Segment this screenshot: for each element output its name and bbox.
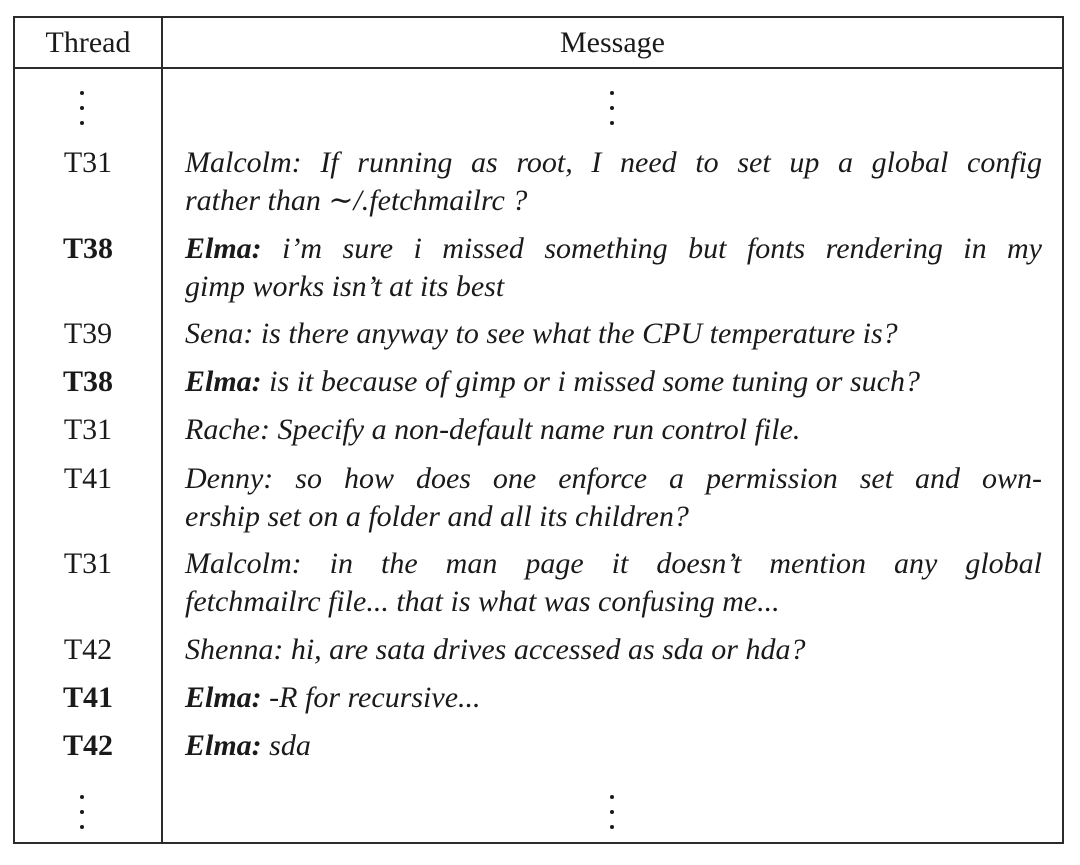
thread-message-table bbox=[13, 16, 1064, 844]
speaker-name: Malcolm: bbox=[185, 547, 302, 580]
thread-id: T38 bbox=[62, 365, 113, 398]
message-body: so how does one enforce a permission set and own- bbox=[295, 462, 1043, 495]
message-column-header: Message bbox=[560, 26, 665, 59]
thread-id: T31 bbox=[63, 547, 113, 580]
message-line: gimp works isn’t at its best bbox=[185, 270, 505, 303]
message-line: fetchmailrc file... that is what was confusing me... bbox=[185, 585, 780, 618]
speaker-name: Malcolm: bbox=[185, 146, 302, 179]
message-line bbox=[185, 315, 1042, 353]
speaker-name: Elma: bbox=[185, 232, 262, 265]
message-line bbox=[185, 679, 1042, 717]
thread-id: T41 bbox=[62, 681, 113, 714]
message-text bbox=[185, 411, 1042, 449]
speaker-name: Sena: bbox=[185, 317, 254, 350]
thread-ellipsis-top bbox=[77, 87, 87, 131]
message-ellipsis-bottom bbox=[607, 791, 617, 835]
message-line bbox=[185, 727, 1042, 765]
thread-id: T38 bbox=[62, 232, 113, 265]
speaker-name: Rache: bbox=[185, 413, 270, 446]
message-line bbox=[185, 631, 1042, 669]
thread-id: T42 bbox=[63, 633, 113, 666]
message-text bbox=[185, 363, 1042, 401]
message-text bbox=[185, 230, 1042, 306]
message-body: hi, are sata drives accessed as sda or hda? bbox=[290, 633, 806, 666]
message-body: -R for recursive... bbox=[269, 681, 481, 714]
message-text bbox=[185, 460, 1042, 536]
message-line: rather than ∼/.fetchmailrc ? bbox=[185, 184, 528, 217]
message-line bbox=[185, 144, 1042, 182]
message-text bbox=[185, 144, 1042, 220]
speaker-name: Elma: bbox=[185, 729, 262, 762]
message-line: ership set on a folder and all its children? bbox=[185, 500, 689, 533]
column-divider bbox=[161, 18, 163, 842]
thread-id: T31 bbox=[63, 413, 113, 446]
message-body: Specify a non-default name run control file. bbox=[277, 413, 801, 446]
message-line bbox=[185, 411, 1042, 449]
message-text bbox=[185, 631, 1042, 669]
speaker-name: Elma: bbox=[185, 365, 262, 398]
message-line bbox=[185, 545, 1042, 583]
header-divider bbox=[15, 67, 1062, 69]
message-text bbox=[185, 679, 1042, 717]
message-body: is there anyway to see what the CPU temperature is? bbox=[260, 317, 898, 350]
message-body: If running as root, I need to set up a global config bbox=[320, 146, 1043, 179]
message-body: i’m sure i missed something but fonts rendering in my bbox=[282, 232, 1042, 265]
message-text bbox=[185, 727, 1042, 765]
message-text bbox=[185, 545, 1042, 621]
message-ellipsis-top bbox=[607, 87, 617, 131]
message-body: sda bbox=[269, 729, 311, 762]
thread-id: T39 bbox=[63, 317, 113, 350]
message-body: is it because of gimp or i missed some tuning or such? bbox=[269, 365, 920, 398]
message-body: in the man page it doesn’t mention any global bbox=[329, 547, 1043, 580]
thread-id: T42 bbox=[62, 729, 113, 762]
speaker-name: Shenna: bbox=[185, 633, 284, 666]
thread-id: T31 bbox=[63, 146, 113, 179]
message-text bbox=[185, 315, 1042, 353]
thread-ellipsis-bottom bbox=[77, 791, 87, 835]
speaker-name: Denny: bbox=[185, 462, 274, 495]
message-line bbox=[185, 363, 1042, 401]
message-line bbox=[185, 460, 1042, 498]
thread-column-header: Thread bbox=[45, 26, 131, 59]
speaker-name: Elma: bbox=[185, 681, 262, 714]
thread-id: T41 bbox=[63, 462, 113, 495]
message-line bbox=[185, 230, 1042, 268]
